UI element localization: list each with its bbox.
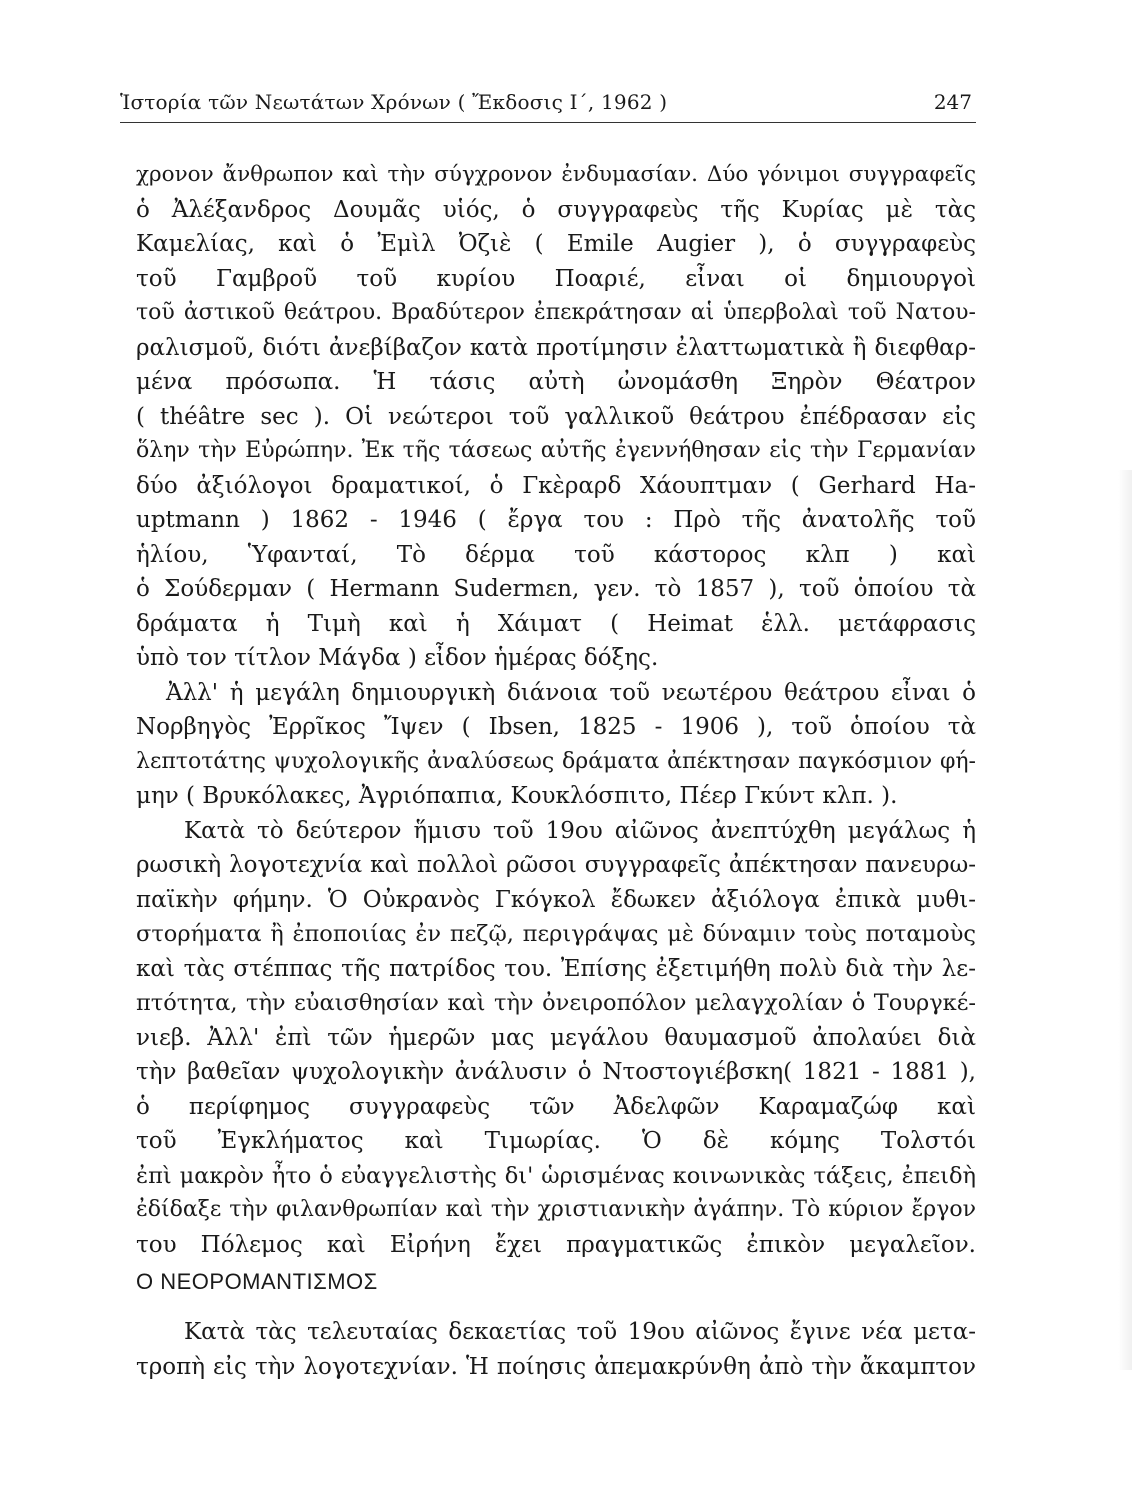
text-line: Νορβηγὸς Ἐρρῖκος Ἴψεν ( Ibsen, 1825 - 1906 ), τοῦ ὁποίου τὰ bbox=[136, 714, 976, 740]
text-line: δύο ἀξιόλογοι δραματικοί, ὁ Γκὲραρδ Χάουπτμαν ( Gerhard Ha- bbox=[136, 472, 976, 499]
text-line: Ἀλλ' ἡ μεγάλη δημιουργικὴ διάνοια τοῦ νεωτέρου θεάτρου εἶναι ὁ bbox=[166, 679, 976, 706]
text-line: στορήματα ἢ ἐποποιίας ἐν πεζῷ, περιγράψας μὲ δύναμιν τοὺς ποταμοὺς bbox=[136, 921, 976, 947]
text-line: ὁ περίφημος συγγραφεὺς τῶν Ἀδελφῶν Καραμαζώφ καὶ bbox=[136, 1093, 976, 1120]
text-line: τοῦ Ἐγκλήματος καὶ Τιμωρίας. Ὁ δὲ κόμης Τολστόι bbox=[136, 1128, 976, 1154]
text-line: uptmann ) 1862 - 1946 ( ἔργα του : Πρὸ τῆς ἀνατολῆς τοῦ bbox=[136, 507, 976, 533]
page-edge-shadow bbox=[1118, 470, 1132, 1370]
text-line: ἡλίου, Ὑφανταί, Τὸ δέρμα τοῦ κάστορος κλπ ) καὶ bbox=[136, 541, 976, 568]
text-line: Καμελίας, καὶ ὁ Ἐμὶλ Ὀζιὲ ( Emile Augier ), ὁ συγγραφεὺς bbox=[136, 231, 976, 257]
page-number: 247 bbox=[933, 90, 972, 114]
section-text-block bbox=[136, 1315, 976, 1384]
text-line: λεπτοτάτης ψυχολογικῆς ἀναλύσεως δράματα ἀπέκτησαν παγκόσμιον φή- bbox=[136, 748, 976, 774]
running-header bbox=[120, 86, 976, 123]
text-line: Κατὰ τὰς τελευταίας δεκαετίας τοῦ 19ου αἰῶνος ἔγινε νέα μετα- bbox=[184, 1319, 976, 1345]
running-title: Ἱστορία τῶν Νεωτάτων Χρόνων ( Ἔκδοσις Ι΄, 1962 ) bbox=[120, 90, 668, 114]
text-line: του Πόλεμος καὶ Εἰρήνη ἔχει πραγματικῶς ἐπικὸν μεγαλεῖον. bbox=[136, 1231, 976, 1258]
text-line: τοῦ ἀστικοῦ θεάτρου. Βραδύτερον ἐπεκράτησαν αἱ ὑπερβολαὶ τοῦ Νατου- bbox=[136, 300, 976, 325]
text-line: ὁ Ἀλέξανδρος Δουμᾶς υἱός, ὁ συγγραφεὺς τῆς Κυρίας μὲ τὰς bbox=[136, 196, 976, 223]
text-line: ὅλην τὴν Εὐρώπην. Ἐκ τῆς τάσεως αὐτῆς ἐγεννήθησαν εἰς τὴν Γερμανίαν bbox=[136, 438, 976, 463]
text-line: ὑπὸ τον τίτλον Μάγδα ) εἶδον ἡμέρας δόξης. bbox=[136, 645, 659, 671]
section-heading: Ο ΝΕΟΡΟΜΑΝΤΙΣΜΟΣ bbox=[136, 1269, 378, 1294]
text-line: Κατὰ τὸ δεύτερον ἥμισυ τοῦ 19ου αἰῶνος ἀνεπτύχθη μεγάλως ἡ bbox=[184, 817, 976, 844]
text-line: χρονον ἄνθρωπον καὶ τὴν σύγχρονον ἐνδυμασίαν. Δύο γόνιμοι συγγραφεῖς bbox=[136, 162, 976, 187]
text-line: πτότητα, τὴν εὐαισθησίαν καὶ τὴν ὀνειροπόλον μελαγχολίαν ὁ Τουργκέ- bbox=[136, 990, 976, 1016]
text-line: ὁ Σούδερμαν ( Hermann Sudermεn, γεν. τὸ 1857 ), τοῦ ὁποίου τὰ bbox=[136, 576, 976, 602]
text-line: τροπὴ εἰς τὴν λογοτεχνίαν. Ἡ ποίησις ἀπεμακρύνθη ἀπὸ τὴν ἄκαμπτον bbox=[136, 1353, 976, 1380]
text-line: ραλισμοῦ, διότι ἀνεβίβαζον κατὰ προτίμησιν ἐλαττωματικὰ ἢ διεφθαρ- bbox=[136, 334, 976, 361]
text-line: δράματα ἡ Τιμὴ καὶ ἡ Χάιματ ( Heimat ἑλλ. μετάφρασις bbox=[136, 610, 976, 637]
text-line: τὴν βαθεῖαν ψυχολογικὴν ἀνάλυσιν ὁ Ντοστογιέβσκη( 1821 - 1881 ), bbox=[136, 1059, 976, 1085]
text-line: παϊκὴν φήμην. Ὁ Οὐκρανὸς Γκόγκολ ἔδωκεν ἀξιόλογα ἐπικὰ μυθι- bbox=[136, 886, 976, 913]
text-line: ρωσικὴ λογοτεχνία καὶ πολλοὶ ρῶσοι συγγραφεῖς ἀπέκτησαν πανευρω- bbox=[136, 852, 976, 878]
text-line: τοῦ Γαμβροῦ τοῦ κυρίου Ποαριέ, εἶναι οἱ δημιουργοὶ bbox=[136, 265, 976, 292]
text-line: μένα πρόσωπα. Ἡ τάσις αὐτὴ ὠνομάσθη Ξηρὸν Θέατρον bbox=[136, 369, 976, 395]
text-line: ἐπὶ μακρὸν ἦτο ὁ εὐαγγελιστὴς δι' ὡρισμένας κοινωνικὰς τάξεις, ἐπειδὴ bbox=[136, 1162, 976, 1189]
main-text-block bbox=[136, 158, 976, 1262]
text-line: ( théâtre sec ). Οἱ νεώτεροι τοῦ γαλλικοῦ θεάτρου ἐπέδρασαν εἰς bbox=[136, 403, 976, 430]
text-line: νιεβ. Ἀλλ' ἐπὶ τῶν ἡμερῶν μας μεγάλου θαυμασμοῦ ἀπολαύει διὰ bbox=[136, 1024, 976, 1051]
text-line: καὶ τὰς στέππας τῆς πατρίδος του. Ἐπίσης ἐξετιμήθη πολὺ διὰ τὴν λε- bbox=[136, 955, 976, 982]
text-line: μην ( Βρυκόλακες, Ἀγριόπαπια, Κουκλόσπιτο, Πέερ Γκύντ κλπ. ). bbox=[136, 783, 898, 809]
text-line: ἐδίδαξε τὴν φιλανθρωπίαν καὶ τὴν χριστιανικὴν ἀγάπην. Τὸ κύριον ἔργον bbox=[136, 1197, 976, 1222]
